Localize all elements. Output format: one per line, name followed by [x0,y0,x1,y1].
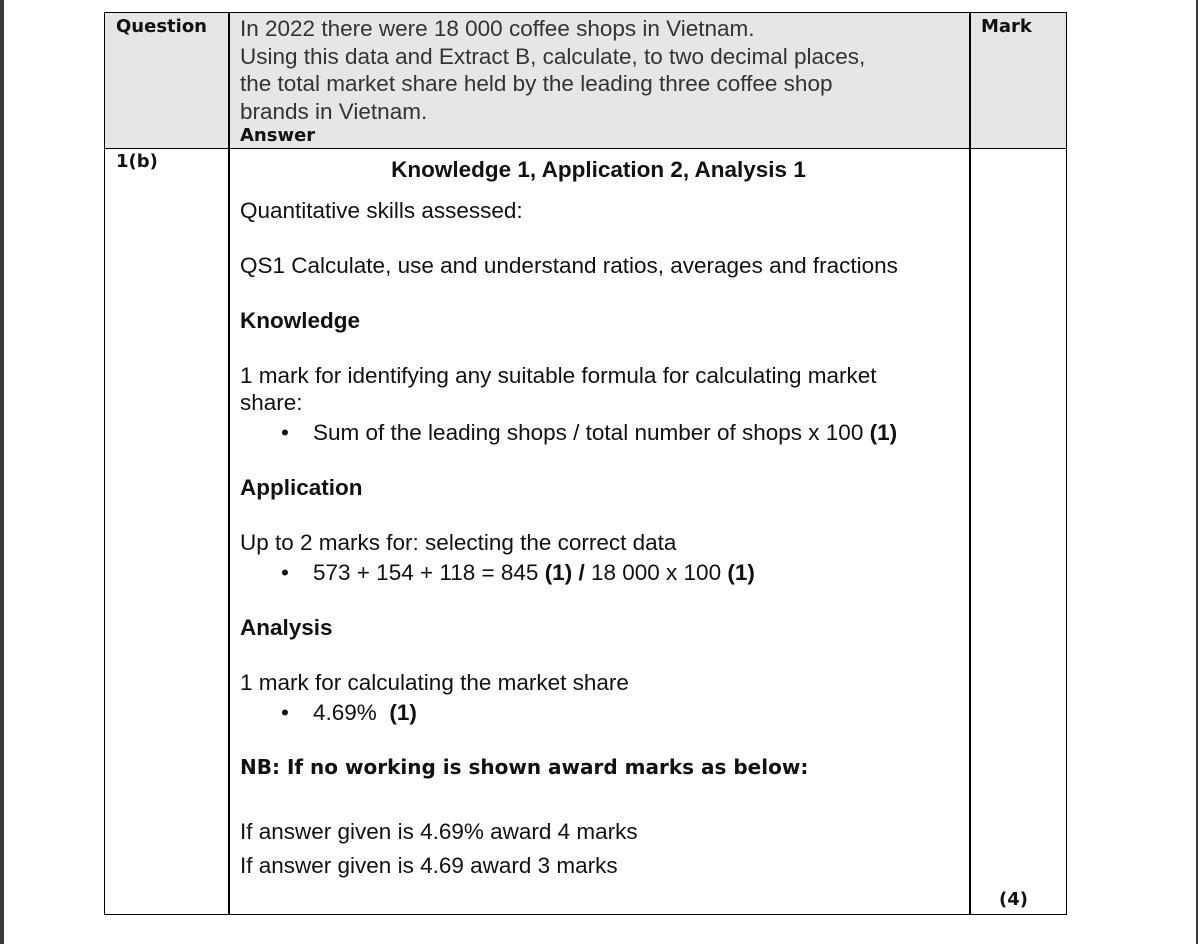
question-line: In 2022 there were 18 000 coffee shops in Vietnam. [240,16,755,41]
column-divider [969,13,971,914]
knowledge-heading: Knowledge [240,308,361,333]
bullet-icon: • [281,420,289,445]
knowledge-bullet [313,419,897,447]
analysis-bullet [313,699,417,727]
bullet-text: 4.69% [313,700,377,725]
bullet-icon: • [281,560,289,585]
knowledge-line: 1 mark for identifying any suitable formula for calculating market [240,363,877,388]
qs-intro: Quantitative skills assessed: [240,198,523,223]
application-bullet [313,559,755,587]
question-line: brands in Vietnam. [240,98,428,124]
bullet-mark: (1) [869,420,898,445]
application-line: Up to 2 marks for: selecting the correct data [240,530,677,555]
bullet-mark: (1) [727,560,755,585]
column-divider [228,13,230,914]
answer-label: Answer [240,125,316,146]
analysis-heading: Analysis [240,615,333,640]
question-column-header: Question [116,16,207,37]
analysis-line: 1 mark for calculating the market share [240,670,629,695]
question-number: 1(b) [116,151,158,172]
total-mark: (4) [999,889,1028,910]
bullet-text: 573 + 154 + 118 = 845 [313,560,539,585]
window-frame-left [0,0,4,944]
application-heading: Application [240,475,363,500]
mark-scheme-table [104,12,1067,915]
question-line: Using this data and Extract B, calculate, to two decimal places, [240,43,866,69]
award-line: If answer given is 4.69 award 3 marks [240,853,618,878]
question-line: the total market share held by the leading three coffee shop [240,71,833,96]
qs1-text: QS1 Calculate, use and understand ratios, averages and fractions [240,253,898,278]
question-text [240,15,940,125]
bullet-text: 18 000 x 100 [590,560,722,585]
knowledge-line: share: [240,390,303,415]
nb-note: NB: If no working is shown award marks as below: [240,755,809,779]
mark-column-header: Mark [981,16,1032,37]
bullet-icon: • [281,700,289,725]
bullet-mark: (1) / [544,560,585,585]
award-line: If answer given is 4.69% award 4 marks [240,819,638,844]
bullet-text: Sum of the leading shops / total number of shops x 100 [313,420,864,445]
assessment-objectives-title: Knowledge 1, Application 2, Analysis 1 [391,157,806,182]
bullet-mark: (1) [389,700,417,725]
